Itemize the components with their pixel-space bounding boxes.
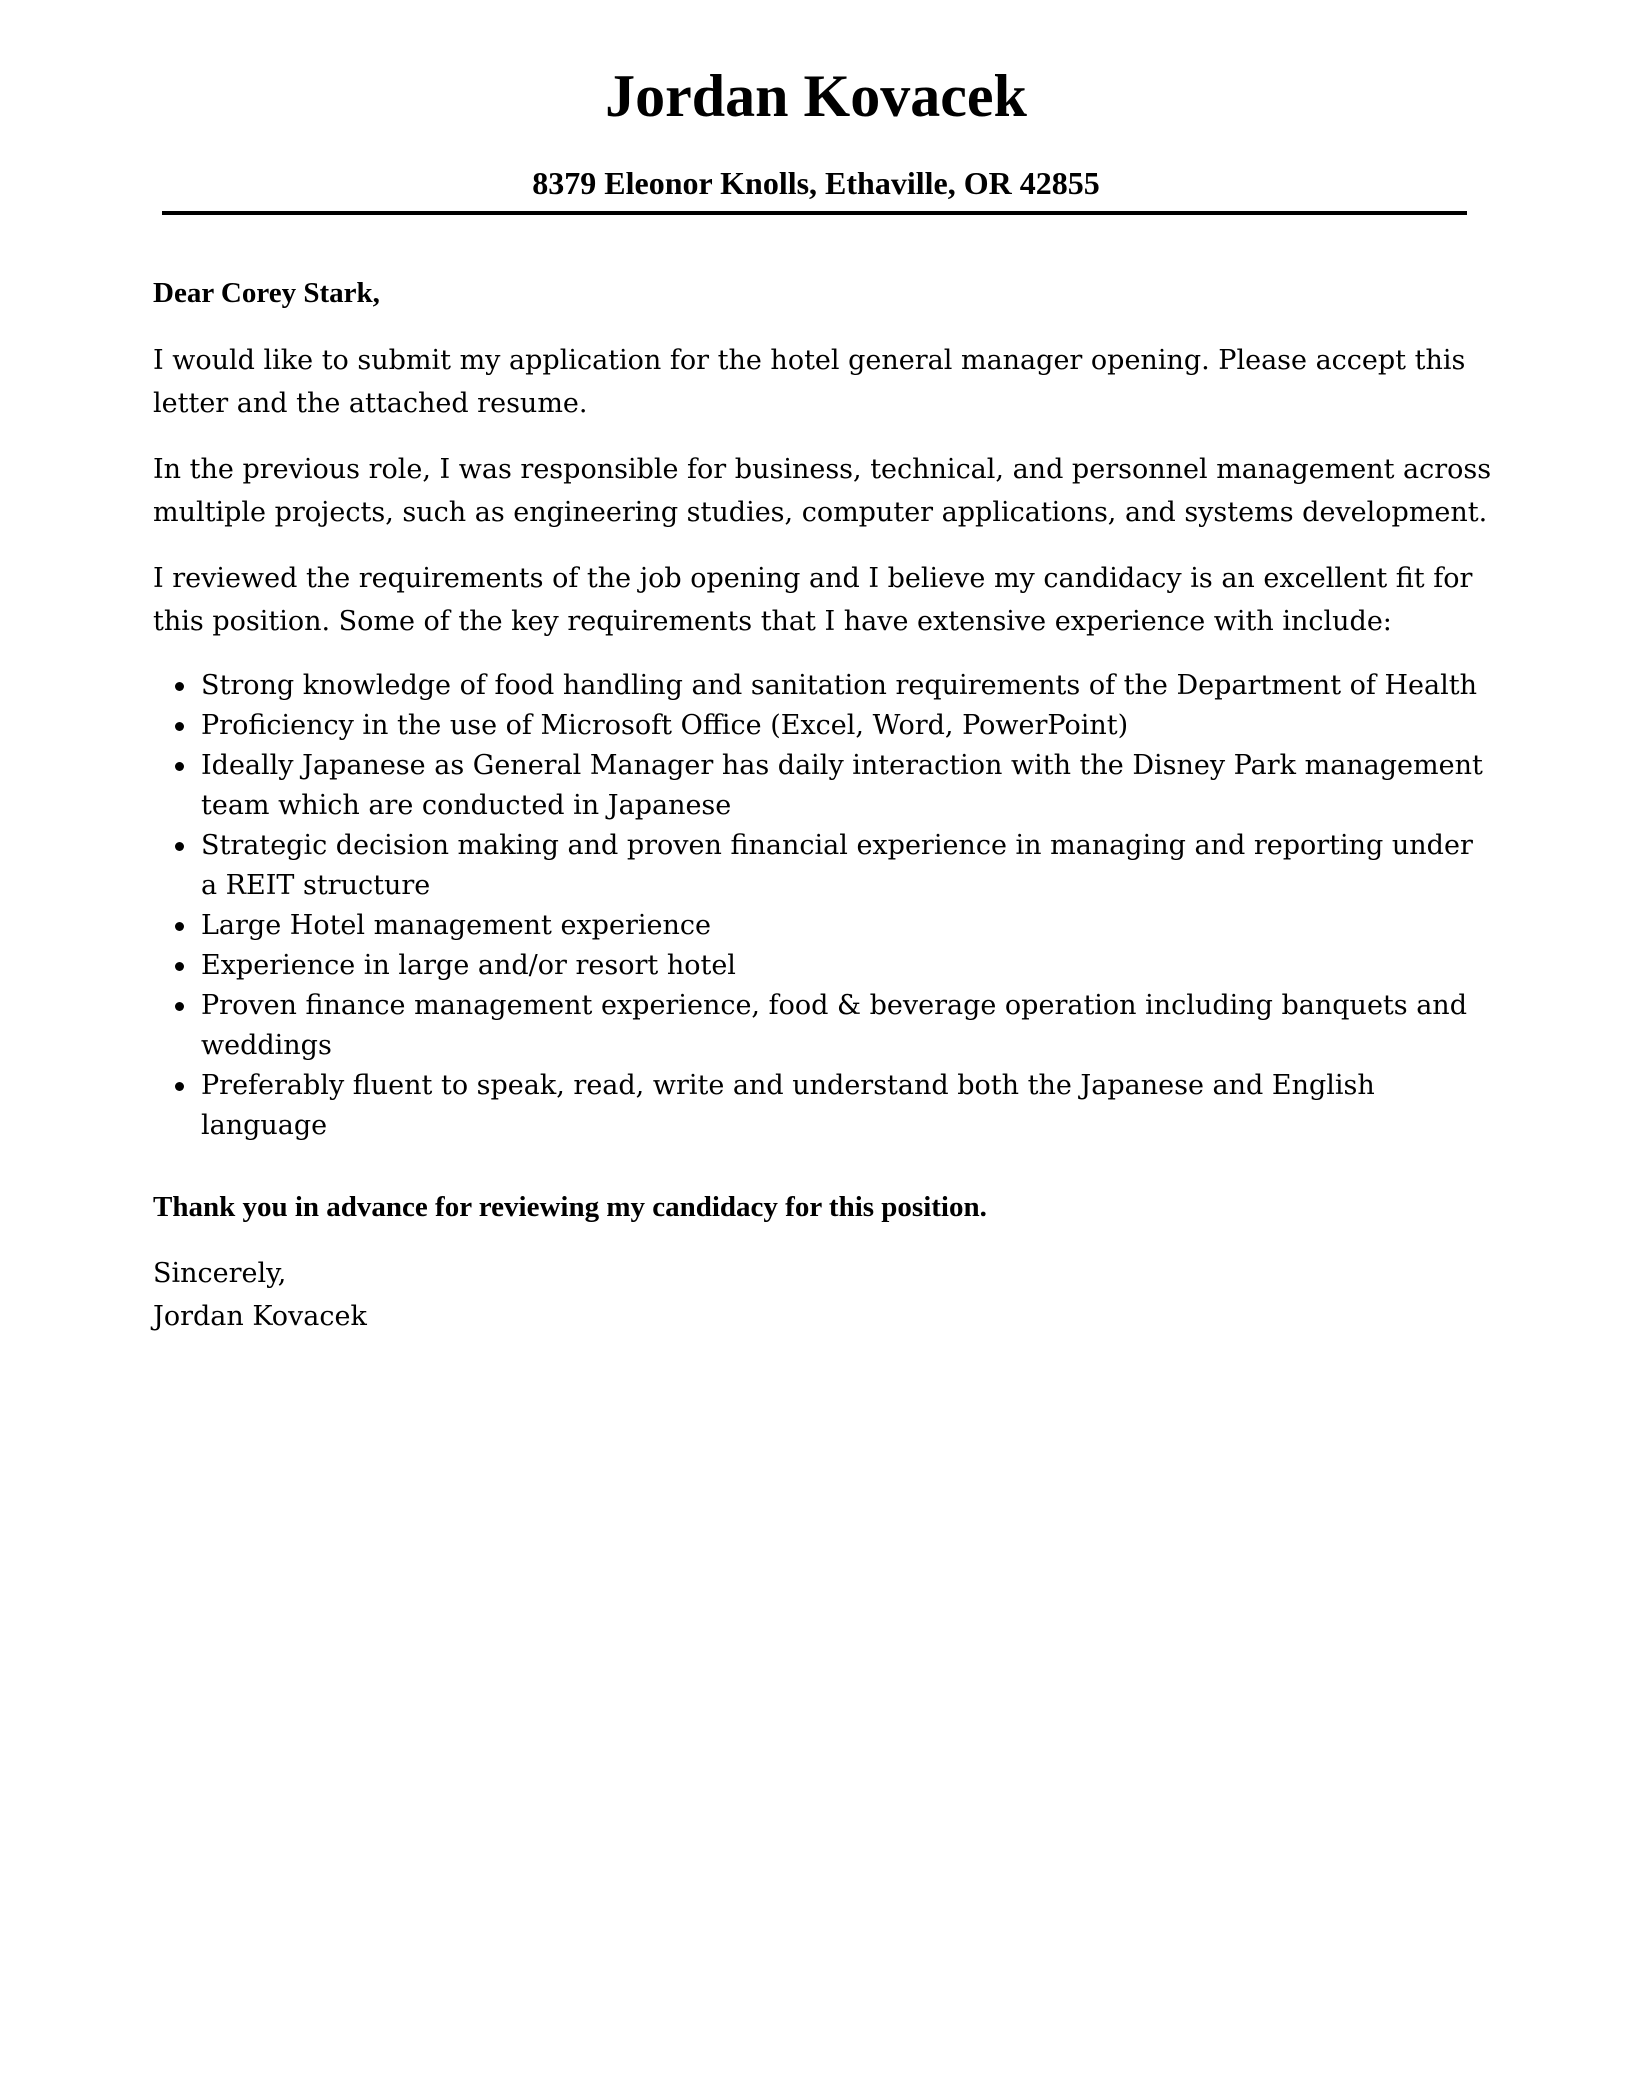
bullet-icon <box>175 762 184 771</box>
bullet-icon <box>175 682 184 691</box>
list-item-text: Ideally Japanese as General Manager has daily interaction with the Disney Park management team which are conducted in Japanese <box>201 750 1483 821</box>
applicant-name: Jordan Kovacek <box>605 63 1027 129</box>
bullet-icon <box>175 1002 184 1011</box>
list-item <box>153 706 1493 746</box>
signature-name: Jordan Kovacek <box>153 1301 367 1332</box>
header-divider <box>162 211 1467 215</box>
list-item-text: Strategic decision making and proven financial experience in managing and reporting under a REIT structure <box>201 830 1473 901</box>
signoff: Sincerely, <box>153 1258 287 1289</box>
list-item-text: Proven finance management experience, food & beverage operation including banquets and weddings <box>201 990 1467 1061</box>
list-item <box>153 1066 1493 1146</box>
list-item <box>153 746 1493 826</box>
bullet-icon <box>175 1082 184 1091</box>
letter-body <box>153 272 1493 1338</box>
bullet-icon <box>175 842 184 851</box>
bullet-icon <box>175 922 184 931</box>
list-item <box>153 946 1493 986</box>
list-item <box>153 986 1493 1066</box>
requirements-list <box>153 666 1493 1146</box>
list-item <box>153 826 1493 906</box>
list-item-text: Strong knowledge of food handling and sanitation requirements of the Department of Health <box>201 670 1477 701</box>
list-item <box>153 666 1493 706</box>
applicant-address: 8379 Eleonor Knolls, Ethaville, OR 42855 <box>532 165 1100 201</box>
list-item-text: Proficiency in the use of Microsoft Office (Excel, Word, PowerPoint) <box>201 710 1129 741</box>
bullet-icon <box>175 962 184 971</box>
list-item-text: Preferably fluent to speak, read, write and understand both the Japanese and English language <box>201 1070 1375 1141</box>
list-item-text: Experience in large and/or resort hotel <box>201 950 736 981</box>
list-item <box>153 906 1493 946</box>
bullet-icon <box>175 722 184 731</box>
paragraph-intro: I would like to submit my application for the hotel general manager opening. Please accept this letter and the attached resume. <box>153 345 1466 419</box>
list-item-text: Large Hotel management experience <box>201 910 711 941</box>
paragraph-previous-role: In the previous role, I was responsible for business, technical, and personnel management across multiple projects, such as engineering studies, computer applications, and systems development. <box>153 454 1492 528</box>
paragraph-requirements-intro: I reviewed the requirements of the job opening and I believe my candidacy is an excellent fit for this position. Some of the key requirements that I have extensive experience with include: <box>153 563 1473 637</box>
closing-statement: Thank you in advance for reviewing my candidacy for this position. <box>153 1191 987 1223</box>
salutation: Dear Corey Stark, <box>153 277 380 309</box>
